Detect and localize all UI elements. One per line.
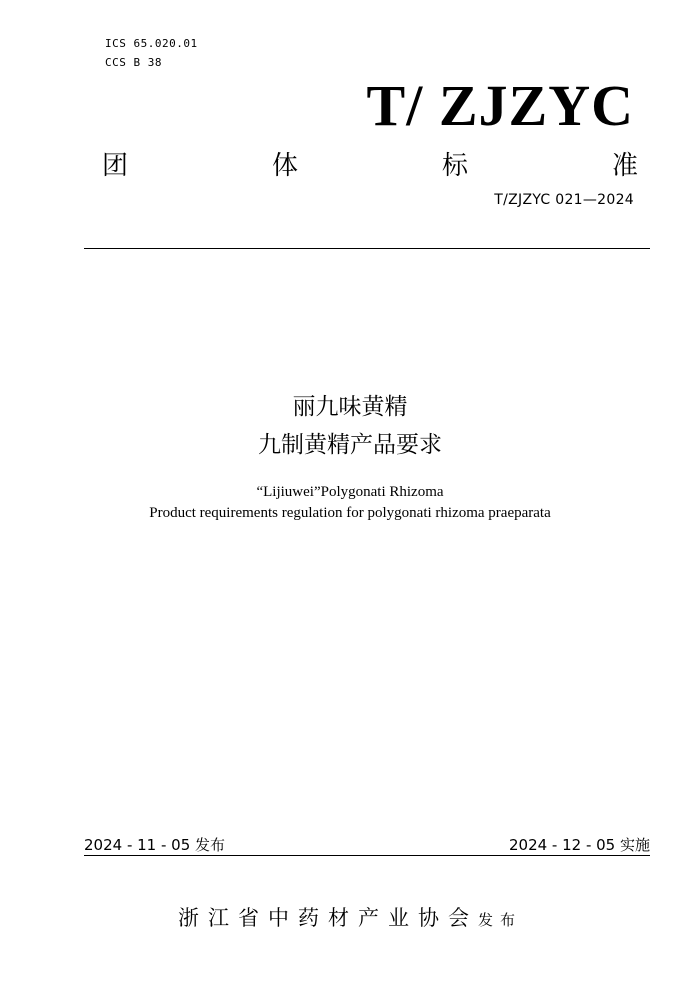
standard-number: T/ZJZYC 021—2024 [494, 192, 634, 208]
implementation-date: 2024 - 12 - 05 实施 [508, 836, 650, 854]
ccs-code: CCS B 38 [105, 56, 162, 69]
english-title-line-2: Product requirements regulation for polygonati rhizoma praeparata [149, 505, 551, 521]
chinese-title-line-1: 丽九味黄精 [292, 394, 408, 420]
chinese-title-line-2: 九制黄精产品要求 [258, 432, 442, 458]
standard-type-char: 体 [271, 151, 298, 181]
publisher-suffix: 发布 [477, 911, 522, 929]
publisher [0, 902, 700, 932]
release-date: 2024 - 11 - 05 发布 [84, 836, 226, 854]
publisher-name: 浙江省中药材产业协会 [177, 906, 478, 930]
organization-code: T/ ZJZYC [366, 73, 634, 138]
footer-divider [84, 855, 650, 856]
ics-code: ICS 65.020.01 [105, 37, 198, 50]
standard-type-char: 标 [441, 151, 468, 181]
header-divider [84, 248, 650, 249]
english-title-line-1: “Lijiuwei”Polygonati Rhizoma [256, 484, 444, 500]
standard-type-char: 准 [611, 151, 638, 181]
standard-type-char: 团 [102, 151, 129, 181]
standard-type [102, 145, 638, 182]
